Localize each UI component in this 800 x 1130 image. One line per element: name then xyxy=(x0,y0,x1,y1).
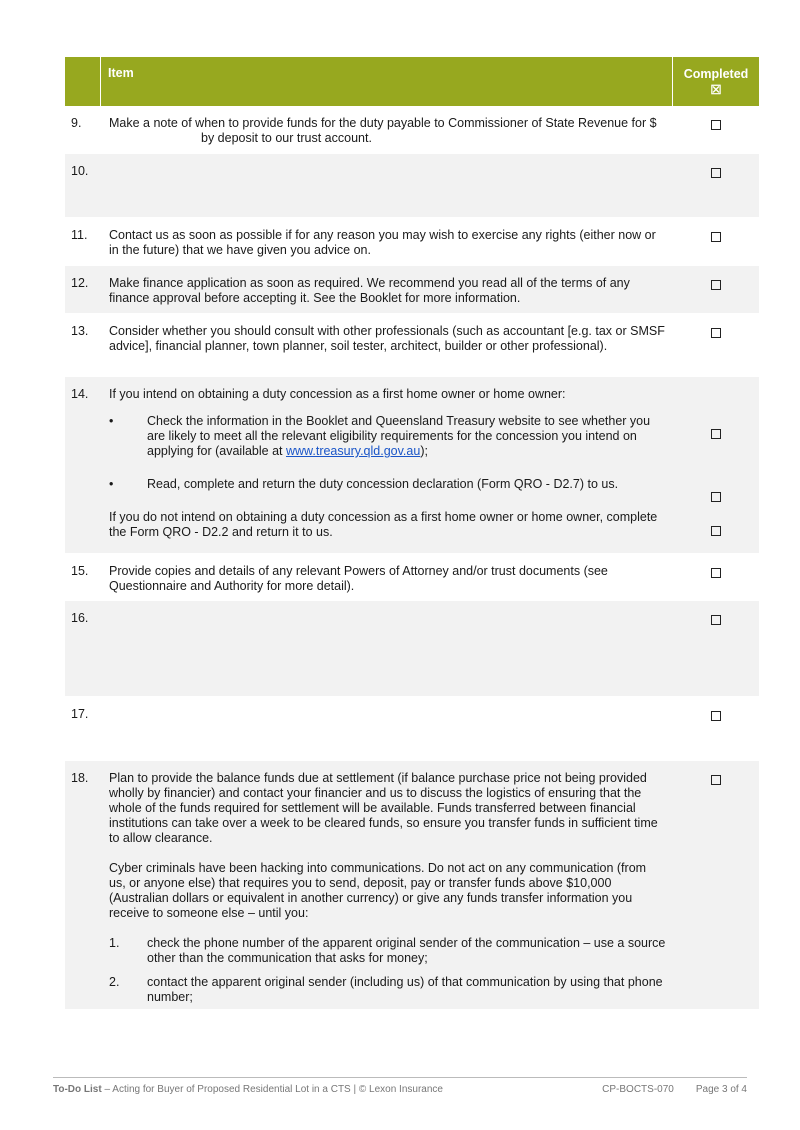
table-header xyxy=(65,57,759,106)
row-text xyxy=(101,697,673,760)
row-text: Provide copies and details of any relevant Powers of Attorney and/or trust documents (see Questionnaire and Authority for more detail). xyxy=(109,564,608,593)
completed-checkbox[interactable] xyxy=(711,429,721,439)
todo-table xyxy=(65,57,759,1010)
completed-checkbox[interactable] xyxy=(711,328,721,338)
completed-checkbox[interactable] xyxy=(711,775,721,785)
table-row xyxy=(65,697,759,761)
row-intro: If you intend on obtaining a duty concession as a first home owner or home owner: xyxy=(109,387,566,401)
footer-document-title xyxy=(53,1084,602,1095)
step-text: contact the apparent original sender (including us) of that communication by using that phone number; xyxy=(147,975,663,1004)
completed-checkbox[interactable] xyxy=(711,168,721,178)
row-number: 15. xyxy=(71,564,89,578)
completed-checkbox[interactable] xyxy=(711,568,721,578)
bullet-glyph: • xyxy=(109,414,114,428)
row-text: Consider whether you should consult with other professionals (such as accountant [e.g. tax or SMSF advice], financial planner, town planner, soil tester, architect, builder or other professional). xyxy=(109,324,665,353)
treasury-link[interactable]: www.treasury.qld.gov.au xyxy=(285,444,421,458)
completed-checkbox[interactable] xyxy=(711,492,721,502)
table-row xyxy=(65,218,759,266)
row-number: 13. xyxy=(71,324,89,338)
completed-checkbox[interactable] xyxy=(711,615,721,625)
row-paragraph: Plan to provide the balance funds due at settlement (if balance purchase price not being provided wholly by financier) and contact your financier and us to discuss the logistics of ensuring that the whole of the funds required for settlement will be available. Funds transferred between financial institutions can take over a week to be cleared funds, so ensure you transfer funds in sufficient time to allow clearance. xyxy=(109,771,658,845)
row-text-part: by deposit to our trust account. xyxy=(201,131,372,145)
completed-checkbox[interactable] xyxy=(711,280,721,290)
numbered-step xyxy=(109,975,666,1005)
row-paragraph: Cyber criminals have been hacking into communications. Do not act on any communication (from us, or anyone else) that requires you to send, deposit, pay or transfer funds above $10,000 (Australian dollars or equivalent in another currency) or give any funds transfer information you receive to someone else – until you: xyxy=(109,861,647,920)
row-number: 9. xyxy=(71,116,82,130)
row-text: Contact us as soon as possible if for any reason you may wish to exercise any rights (either now or in the future) that we have given you advice on. xyxy=(109,228,656,257)
row-number: 10. xyxy=(71,164,89,178)
header-item-label: Item xyxy=(101,57,673,106)
row-number: 18. xyxy=(71,771,89,785)
table-row xyxy=(65,601,759,697)
footer-page-number: Page 3 of 4 xyxy=(695,1084,747,1095)
table-row xyxy=(65,377,759,554)
header-completed-label: Completed xyxy=(683,67,749,81)
row-number: 17. xyxy=(71,707,89,721)
table-row xyxy=(65,761,759,1010)
page-footer xyxy=(53,1077,747,1095)
footer-code: CP-BOCTS-070 xyxy=(602,1084,674,1095)
bullet-glyph: • xyxy=(109,477,114,491)
row-text xyxy=(101,377,673,553)
step-number: 2. xyxy=(109,975,120,989)
row-number: 14. xyxy=(71,387,89,401)
header-completed xyxy=(673,57,759,106)
table-row xyxy=(65,106,759,154)
row-number: 11. xyxy=(71,228,88,242)
bullet-item xyxy=(109,477,666,492)
completed-checkbox[interactable] xyxy=(711,120,721,130)
completed-checkbox[interactable] xyxy=(711,232,721,242)
header-completed-glyph: ☒ xyxy=(710,83,722,97)
row-text xyxy=(101,106,673,153)
row-text: Make finance application as soon as required. We recommend you read all of the terms of any finance approval before accepting it. See the Booklet for more information. xyxy=(109,276,630,305)
row-number: 12. xyxy=(71,276,89,290)
row-text xyxy=(101,761,673,1009)
row-text xyxy=(101,154,673,217)
bullet-text: Check the information in the Booklet and Queensland Treasury website to see whether you are likely to meet all the relevant eligibility requirements for the concession you intend on applying for (available at xyxy=(147,414,651,458)
bullet-item xyxy=(109,414,666,459)
row-paragraph: If you do not intend on obtaining a duty concession as a first home owner or home owner, complete the Form QRO - D2.2 and return it to us. xyxy=(109,510,658,539)
row-text-part: Make a note of when to provide funds for the duty payable to Commissioner of State Revenue for $ xyxy=(109,116,657,130)
row-number: 16. xyxy=(71,611,89,625)
completed-checkbox[interactable] xyxy=(711,711,721,721)
table-row xyxy=(65,314,759,377)
table-row xyxy=(65,554,759,601)
footer-title: To-Do List xyxy=(53,1084,102,1095)
step-number: 1. xyxy=(109,936,120,950)
footer-subtitle: – Acting for Buyer of Proposed Residential Lot in a CTS | © Lexon Insurance xyxy=(101,1084,443,1095)
numbered-step xyxy=(109,936,666,966)
bullet-text: Read, complete and return the duty concession declaration (Form QRO - D2.7) to us. xyxy=(147,477,619,491)
header-number-cell xyxy=(65,57,101,106)
table-row xyxy=(65,154,759,218)
completed-checkbox[interactable] xyxy=(711,526,721,536)
row-text xyxy=(101,601,673,696)
step-text: check the phone number of the apparent original sender of the communication – use a source other than the communication that asks for money; xyxy=(147,936,666,965)
table-row xyxy=(65,266,759,314)
bullet-text: ); xyxy=(420,444,428,458)
